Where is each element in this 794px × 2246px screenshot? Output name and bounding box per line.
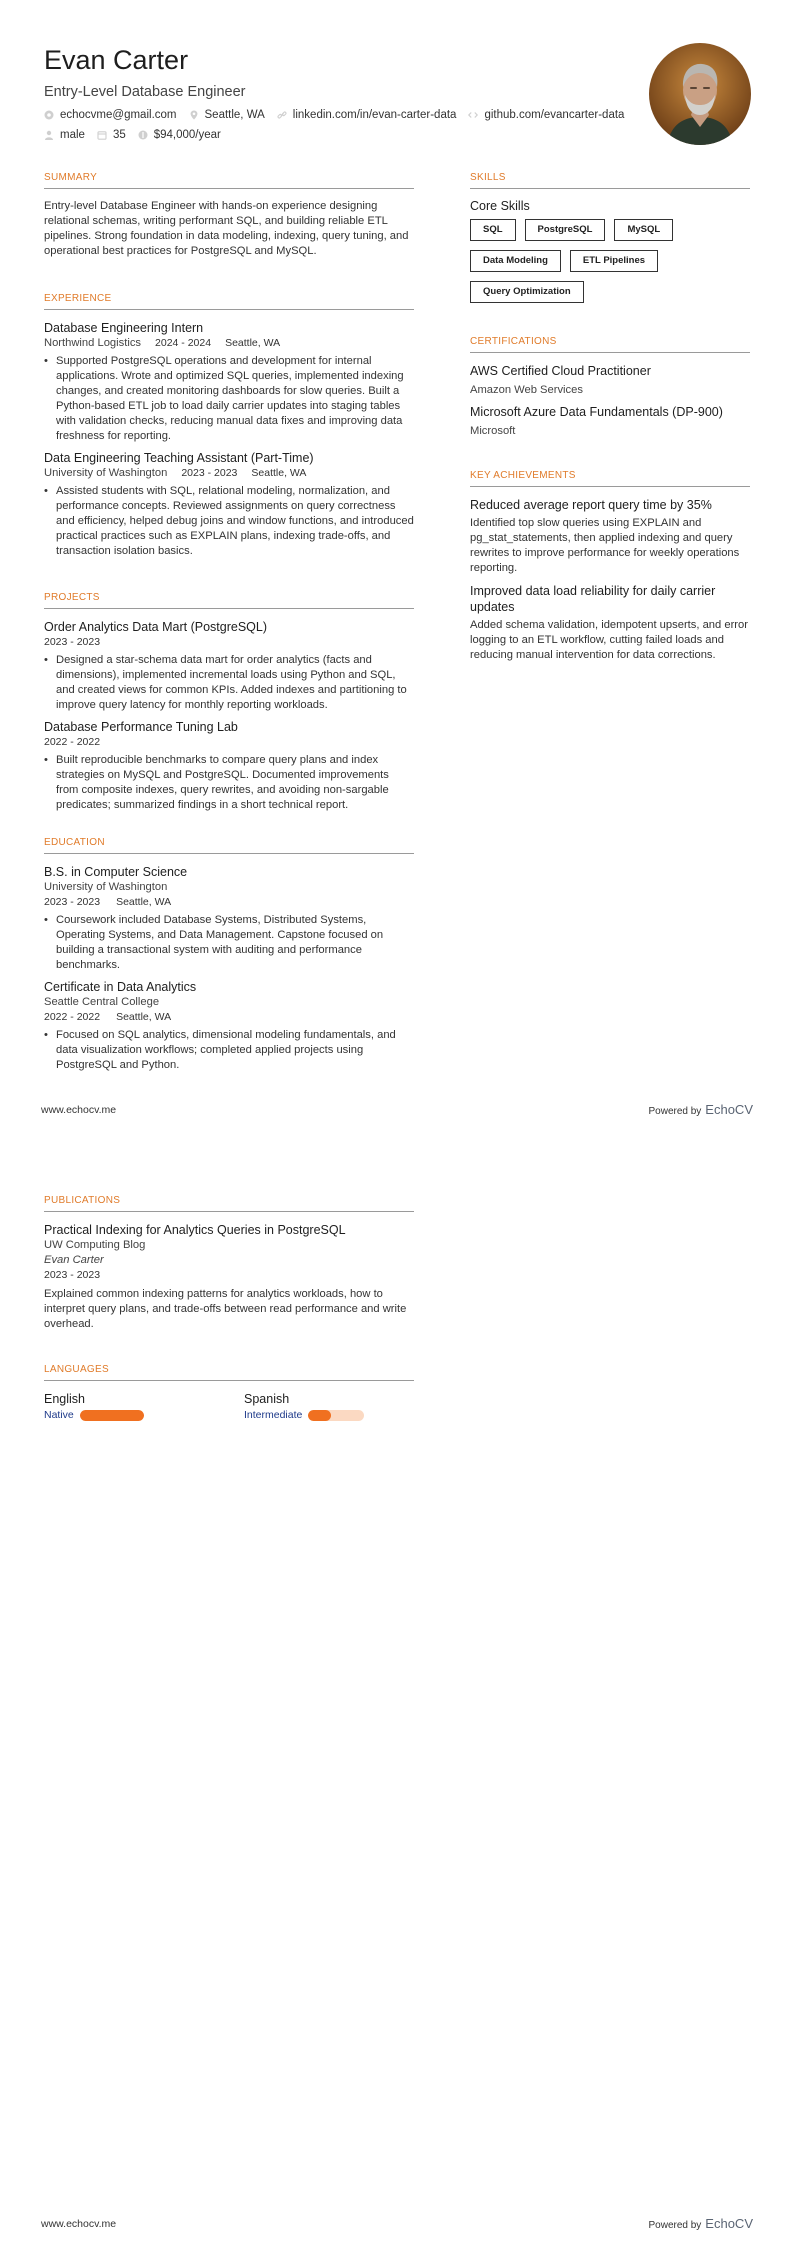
education-section <box>44 837 414 1079</box>
section-heading: PROJECTS <box>44 592 414 609</box>
language-item <box>44 1391 164 1421</box>
date-range: 2024 - 2024 <box>155 337 212 349</box>
experience-entry <box>44 450 414 559</box>
date-range: 2023 - 2023 <box>44 1269 101 1281</box>
contact-text: 35 <box>112 129 126 141</box>
employer: Northwind Logistics <box>44 337 142 349</box>
skill-tag: MySQL <box>614 219 673 241</box>
section-heading: EXPERIENCE <box>44 293 414 310</box>
page-footer <box>41 1102 753 1117</box>
contact-text: linkedin.com/in/evan-carter-data <box>292 109 457 121</box>
link-icon <box>277 110 287 120</box>
publication-entry <box>44 1222 414 1332</box>
footer-site-link[interactable]: www.echocv.me <box>41 2217 117 2230</box>
publication-title: Practical Indexing for Analytics Queries in PostgreSQL <box>44 1223 346 1237</box>
education-location: Seattle, WA <box>116 896 172 908</box>
bullet-list <box>44 913 414 973</box>
contact-github[interactable] <box>468 109 624 121</box>
contact-text: echocvme@gmail.com <box>60 109 177 121</box>
contact-email[interactable] <box>44 109 177 121</box>
contact-salary <box>138 129 221 141</box>
bullet-list <box>44 484 414 559</box>
date-range: 2022 - 2022 <box>44 1011 101 1023</box>
achievement-description: Identified top slow queries using EXPLAIN and pg_stat_statements, then applied indexing and query rewrites to improve performance for weekly operations reporting. <box>470 517 740 574</box>
date-range: 2022 - 2022 <box>44 736 101 748</box>
degree-title: B.S. in Computer Science <box>44 865 188 879</box>
location-pin-icon <box>189 110 199 120</box>
skill-tags <box>470 219 750 303</box>
proficiency-bar-fill <box>308 1410 330 1421</box>
certification-name: AWS Certified Cloud Practitioner <box>470 364 651 378</box>
candidate-title: Entry-Level Database Engineer <box>44 84 246 100</box>
languages-section <box>44 1364 414 1421</box>
language-level: Intermediate <box>244 1409 303 1421</box>
bullet-list <box>44 1028 414 1073</box>
section-heading: KEY ACHIEVEMENTS <box>470 470 750 487</box>
proficiency-bar <box>308 1410 364 1421</box>
profile-photo <box>649 43 751 145</box>
language-item <box>244 1391 364 1421</box>
candidate-name: Evan Carter <box>44 45 189 75</box>
job-title: Database Engineering Intern <box>44 321 204 335</box>
job-location: Seattle, WA <box>225 337 281 349</box>
certification-name: Microsoft Azure Data Fundamentals (DP-900) <box>470 405 723 419</box>
employer: University of Washington <box>44 467 168 479</box>
contact-list <box>44 109 684 141</box>
proficiency-bar <box>80 1410 144 1421</box>
person-icon <box>44 130 54 140</box>
job-title: Data Engineering Teaching Assistant (Part-Time) <box>44 451 314 465</box>
project-title: Database Performance Tuning Lab <box>44 720 238 734</box>
summary-section <box>44 172 414 259</box>
bullet-list <box>44 753 414 813</box>
achievements-section <box>470 470 750 670</box>
project-entry <box>44 619 414 713</box>
degree-title: Certificate in Data Analytics <box>44 980 197 994</box>
footer-site-link[interactable]: www.echocv.me <box>41 1103 117 1116</box>
certification-issuer: Amazon Web Services <box>470 384 583 396</box>
language-list <box>44 1391 414 1421</box>
education-location: Seattle, WA <box>116 1011 172 1023</box>
email-icon <box>44 110 54 120</box>
skill-tag: SQL <box>470 219 516 241</box>
page-footer <box>41 2216 753 2231</box>
resume-page-2 <box>0 1130 794 2246</box>
skills-section <box>470 172 750 303</box>
brand-logo[interactable]: EchoCV <box>705 1102 753 1117</box>
bullet-list <box>44 354 414 444</box>
bullet-item: • Focused on SQL analytics, dimensional modeling fundamentals, and data visualization workflows; completed applied projects using PostgreSQL and Python. <box>56 1028 414 1073</box>
publications-section <box>44 1195 414 1338</box>
education-entry <box>44 979 414 1073</box>
bullet-item: • Coursework included Database Systems, Distributed Systems, Operating Systems, and Data Management. Capstone focused on building a transactional system with auditing and performance benchmarks. <box>56 913 414 973</box>
date-range: 2023 - 2023 <box>44 636 101 648</box>
powered-by: Powered by EchoCV <box>648 2216 753 2231</box>
project-entry <box>44 719 414 813</box>
skill-tag: ETL Pipelines <box>570 250 658 272</box>
publication-publisher: UW Computing Blog <box>44 1239 146 1251</box>
section-heading: SUMMARY <box>44 172 414 189</box>
projects-section <box>44 592 414 819</box>
resume-header <box>44 44 644 141</box>
skill-tag: Data Modeling <box>470 250 561 272</box>
bullet-item: • Assisted students with SQL, relational modeling, normalization, and performance concepts. Reviewed assignments on query correctness and efficiency, helped debug joins and window functions, and introduced practical practices such as EXPLAIN plans, indexing trade-offs, and transaction isolation basics. <box>56 484 414 559</box>
certification-issuer: Microsoft <box>470 425 516 437</box>
job-location: Seattle, WA <box>251 467 307 479</box>
institution: Seattle Central College <box>44 996 160 1008</box>
date-range: 2023 - 2023 <box>44 896 101 908</box>
achievement-entry <box>470 497 750 576</box>
section-heading: CERTIFICATIONS <box>470 336 750 353</box>
calendar-icon <box>97 130 107 140</box>
institution: University of Washington <box>44 881 168 893</box>
salary-icon <box>138 130 148 140</box>
date-range: 2023 - 2023 <box>181 467 238 479</box>
language-name: Spanish <box>244 1392 290 1406</box>
experience-entry <box>44 320 414 444</box>
profile-photo-illustration <box>649 43 751 145</box>
code-icon <box>468 110 478 120</box>
brand-logo[interactable]: EchoCV <box>705 2216 753 2231</box>
achievement-description: Added schema validation, idempotent upserts, and error logging to an ETL workflow, cutting failed loads and reducing manual intervention for data corrections. <box>470 619 748 661</box>
contact-location <box>189 109 265 121</box>
bullet-item: • Designed a star-schema data mart for order analytics (facts and dimensions), implemented incremental loads using Python and SQL, and created views for common KPIs. Added indexes and partitioning to improve query latency for monthly reporting workloads. <box>56 653 414 713</box>
contact-age <box>97 129 126 141</box>
language-level: Native <box>44 1409 74 1421</box>
skills-group-title: Core Skills <box>470 199 530 213</box>
section-heading: PUBLICATIONS <box>44 1195 414 1212</box>
contact-linkedin[interactable] <box>277 109 457 121</box>
skill-tag: PostgreSQL <box>525 219 606 241</box>
achievement-entry <box>470 583 750 663</box>
language-name: English <box>44 1392 85 1406</box>
certifications-section <box>470 336 750 445</box>
summary-text: Entry-level Database Engineer with hands-on experience designing relational schemas, writing performant SQL, and building reliable ETL pipelines. Strong foundation in data modeling, indexing, query tuning, and operational best practices for PostgreSQL and MySQL. <box>44 200 409 257</box>
skill-tag: Query Optimization <box>470 281 584 303</box>
section-heading: LANGUAGES <box>44 1364 414 1381</box>
contact-gender <box>44 129 85 141</box>
contact-text: github.com/evancarter-data <box>484 109 625 121</box>
contact-text: male <box>60 129 85 141</box>
publication-author: Evan Carter <box>44 1254 104 1266</box>
proficiency-bar-fill <box>80 1410 144 1421</box>
bullet-item: • Built reproducible benchmarks to compare query plans and index strategies on MySQL and PostgreSQL. Documented improvements from composite indexes, query rewrites, and avoiding non-sargable predicates; summarized findings in a short technical report. <box>56 753 414 813</box>
achievement-title: Improved data load reliability for daily carrier updates <box>470 584 716 614</box>
bullet-list <box>44 653 414 713</box>
publication-description: Explained common indexing patterns for analytics workloads, how to interpret query plans, and trade-offs between read performance and write overhead. <box>44 1288 407 1330</box>
certification-entry <box>470 363 750 398</box>
bullet-item: • Supported PostgreSQL operations and development for internal applications. Wrote and optimized SQL queries, implemented indexing changes, and created monitoring dashboards for slow queries. Built a Python-based ETL job to load daily carrier updates into staging tables with validation checks, reducing manual data fixes and improving data freshness for reporting. <box>56 354 414 444</box>
contact-text: $94,000/year <box>153 129 221 141</box>
achievement-title: Reduced average report query time by 35% <box>470 498 712 512</box>
education-entry <box>44 864 414 973</box>
project-title: Order Analytics Data Mart (PostgreSQL) <box>44 620 267 634</box>
powered-by: Powered by EchoCV <box>648 1102 753 1117</box>
certification-entry <box>470 404 750 439</box>
contact-text: Seattle, WA <box>204 109 265 121</box>
section-heading: SKILLS <box>470 172 750 189</box>
experience-section <box>44 293 414 565</box>
section-heading: EDUCATION <box>44 837 414 854</box>
